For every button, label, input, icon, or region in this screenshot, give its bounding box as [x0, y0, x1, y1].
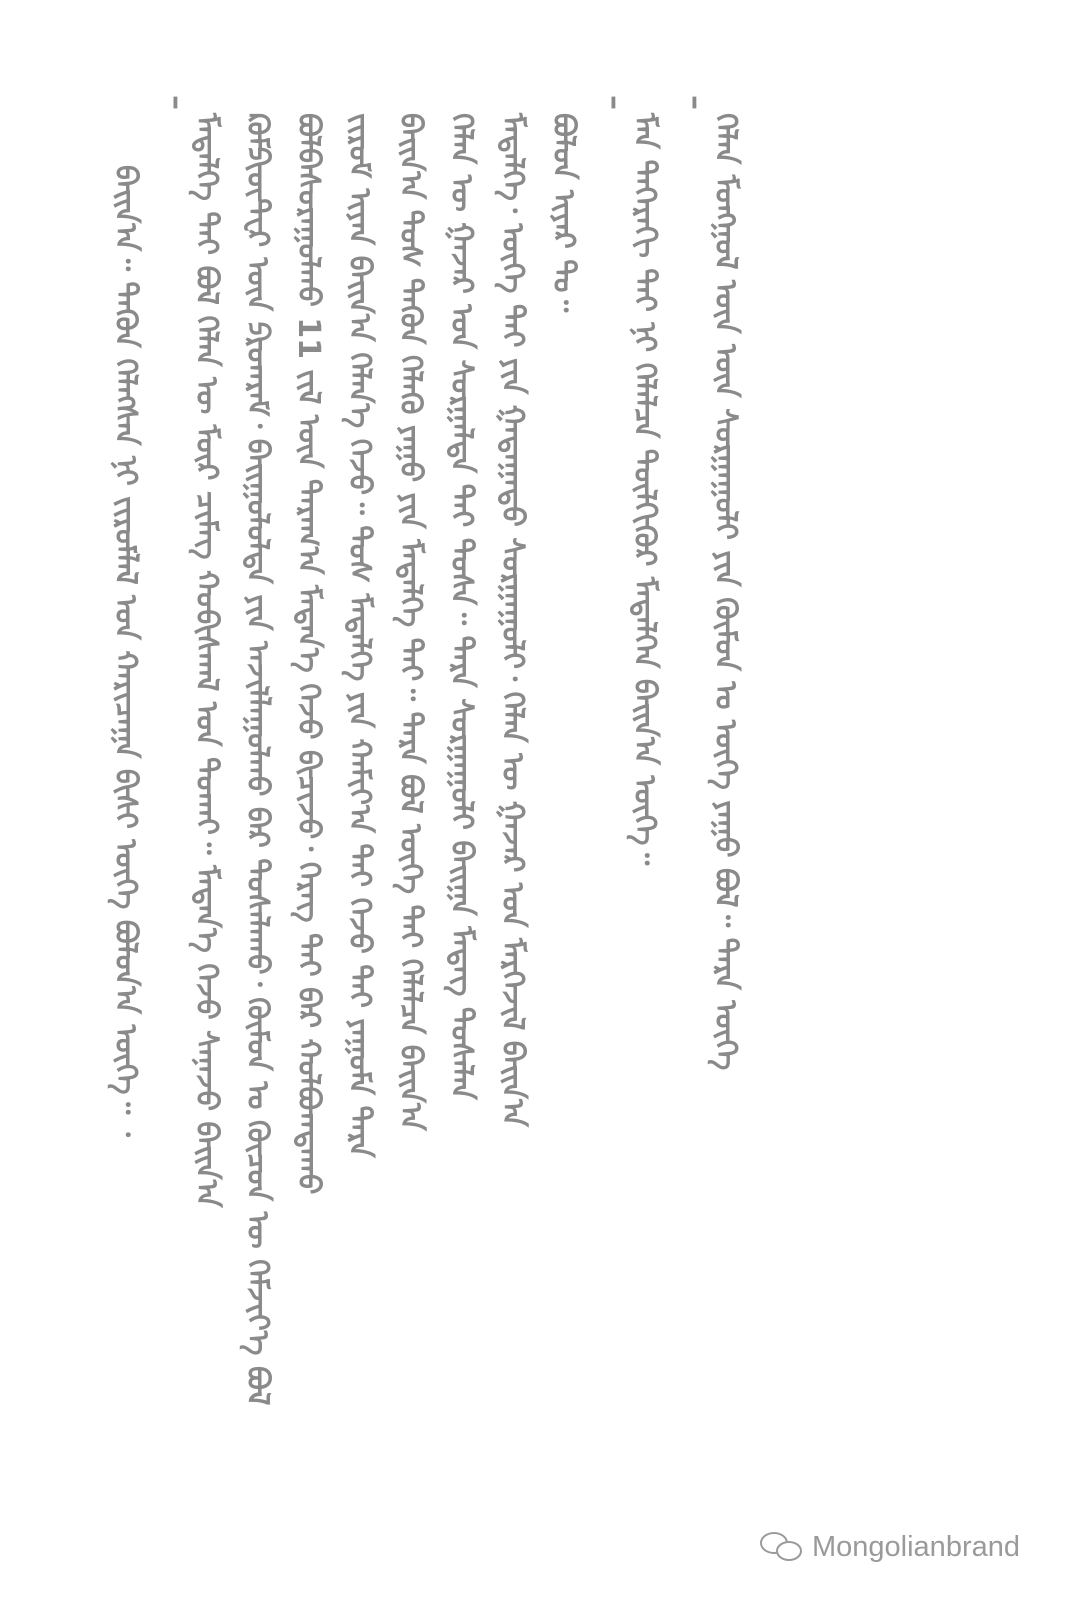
- text-column-4: [283, 95, 334, 1485]
- text-column-1: [100, 95, 151, 1485]
- dash-mark: –: [597, 95, 632, 110]
- text-column-11: [700, 95, 751, 1485]
- dash-mark: –: [159, 95, 194, 110]
- column-text: ᠪᠣᠯᠣᠨ ᠢᠶᠠᠷ ᠲᠤ᠃: [546, 113, 581, 313]
- text-column-8: [487, 95, 538, 1485]
- column-text: ᠬᠡᠯᠡᠨ ᠮᠣᠩᠭᠣᠯ ᠦᠨ ᠦᠨ ᠰᠤᠷᠭᠠᠭᠤᠯᠢ ᠶᠢᠨ ᠬᠦᠮᠦᠨ ᠤ ᠦᠭᠡ ᠶᠠᠭᠤ ᠪᠣᠯ᠃ ᠲᠡᠷᠡ ᠦᠭᠡ: [708, 113, 743, 1071]
- column-text: ᠬᠡᠯᠡᠨ ᠦ ᠭᠠᠵᠠᠷ ᠤᠨ ᠰᠤᠷᠭᠠᠯᠲᠠ ᠲᠠᠢ ᠲᠤᠰᠠ᠃ ᠲᠡᠷᠡ ᠰᠤᠷᠭᠠᠭᠤᠯᠢ ᠪᠠᠢᠭᠠ ᠮᠡᠳᠡᠭ ᠲᠤᠰᠠᠯᠠᠨ: [444, 113, 479, 1100]
- dash-mark: –: [678, 95, 713, 110]
- text-column-6: [385, 95, 436, 1485]
- text-column-10: [619, 95, 670, 1485]
- text-column-7: [436, 95, 487, 1485]
- column-text: ᠮᠡᠳᠡᠯᠭᠡ᠂ ᠦᠭᠡ ᠲᠡᠢ ᠶᠢᠨ ᠭᠠᠳᠠᠭᠠᠳᠤ ᠰᠤᠷᠭᠠᠭᠤᠯᠢ᠂ ᠬᠡᠯᠡᠨ ᠦ ᠭᠠᠵᠠᠷ ᠤᠨ ᠮᠡᠷᠭᠡᠵᠢᠯ ᠪᠠᠢᠨ᠎ᠠ: [495, 113, 530, 1127]
- column-text: ᠪᠠᠢᠨ᠎ᠠ ᠲᠤᠰ ᠲᠡᠭᠦᠨ ᠬᠡᠯᠡᠬᠦ ᠶᠠᠭᠤ ᠶᠢᠨ ᠮᠡᠳᠡᠯᠭᠡ ᠲᠡᠢ᠃ ᠲᠡᠷᠡ ᠪᠣᠯ ᠦᠭᠡ ᠲᠡᠢ ᠬᠡᠯᠡᠯᠴᠡ ᠪᠠᠢᠨ᠎ᠠ: [393, 113, 428, 1131]
- column-text: ᠺᠣᠮᠫᠢᠦ᠋ᠲ᠋ᠧᠷ ᠦᠨ ᠫᠷᠣᠭᠷᠠᠮ᠂ ᠪᠠᠢᠭᠤᠯᠤᠯᠲᠠ ᠶᠢᠨ ᠠᠵᠢᠯᠯᠠᠭᠤᠯᠬᠤ ᠪᠠᠷ ᠲᠤᠰᠠᠯᠠᠬᠤ᠂ ᠬᠦᠮᠦᠨ ᠤ ᠬᠦᠴᠦᠨ ᠦ ᠬᠡᠮᠵᠢᠶ᠎ᠡ ᠪᠣᠯ: [240, 113, 275, 1406]
- column-text: ᠮᠡᠳᠡᠯᠭᠡ ᠲᠡᠢ ᠪᠣᠯ ᠬᠡᠯᠡᠨ ᠦ ᠮᠦᠷ ᠴᠢᠮᠡᠭ ᠬᠤᠪᠢᠰᠬᠠᠯ ᠤᠨ ᠲᠤᠬᠠᠢ᠃ ᠮᠡᠳᠡᠨ᠎ᠡ ᠭᠡᠵᠦ ᠰᠠᠨᠠᠵᠤ ᠪᠠᠢᠨ᠎ᠠ: [189, 113, 224, 1208]
- vertical-text-block: [100, 95, 920, 1485]
- watermark-text: Mongolianbrand: [812, 1530, 1020, 1563]
- column-text: ᠪᠠᠢᠨ᠎ᠠ᠃ ᠲᠡᠭᠦᠨ ᠬᠡᠯᠡᠭᠰᠡᠨ ᠨᠢ ᠵᠢᠷᠤᠮᠯᠠᠯ ᠤᠨ ᠬᠠᠷᠢᠴᠠᠭᠠ ᠪᠢᠰᠢ ᠦᠭᠡ ᠪᠣᠯᠣᠨ᠎ᠠ ᠦᠭᠡ᠃ ᠂: [108, 165, 143, 1137]
- text-column-9: [538, 95, 589, 1485]
- text-column-5: [334, 95, 385, 1485]
- column-text: ᠵᠢᠷᠤᠮ ᠢᠶᠠᠨ ᠪᠠᠢᠨ᠎ᠠ ᠬᠡᠯᠡᠨ᠎ᠡ ᠭᠡᠵᠦ᠃ ᠲᠤᠰ ᠮᠡᠳᠡᠯᠭᠡ ᠶᠢᠨ ᠬᠠᠮᠢᠶ᠎ᠠ ᠲᠡᠢ ᠭᠡᠵᠦ ᠲᠡᠢ ᠶᠠᠭᠤᠮᠠ ᠲᠡᠷᠡ: [342, 113, 377, 1158]
- wechat-icon: [760, 1530, 804, 1564]
- column-text: ᠪᠣᠯᠪᠠᠰᠤᠷᠠᠭᠤᠯᠬᠤ 11 ᠵᠢᠯ ᠦᠨ ᠳᠠᠷᠠᠭ᠎ᠠ ᠮᠡᠳᠡᠨ᠎ᠡ ᠭᠡᠵᠦ ᠪᠢᠴᠢᠵᠦ᠂ ᠬᠡᠷᠡᠭ ᠲᠡᠢ ᠪᠡᠷ ᠬᠣᠯᠪᠣᠭᠳᠠᠬᠤ: [291, 113, 326, 1195]
- column-text: ᠮᠠᠨ ᠳᠡᠭᠡᠷᠡᠬᠢ ᠲᠡᠢ ᠨᠢ ᠬᠡᠯᠡᠯᠴᠡ ᠲᠦᠯᠬᠢᠭᠦᠷ ᠮᠡᠳᠡᠯᠭᠡᠨ ᠪᠠᠢᠨ᠎ᠠ ᠦᠭᠡ᠃: [627, 113, 662, 866]
- text-column-dash-1: [151, 95, 194, 1485]
- watermark: [760, 1527, 1020, 1567]
- text-column-3: [232, 95, 283, 1485]
- text-column-dash-2: [589, 95, 632, 1485]
- text-column-2: [181, 95, 232, 1485]
- text-column-dash-3: [670, 95, 713, 1485]
